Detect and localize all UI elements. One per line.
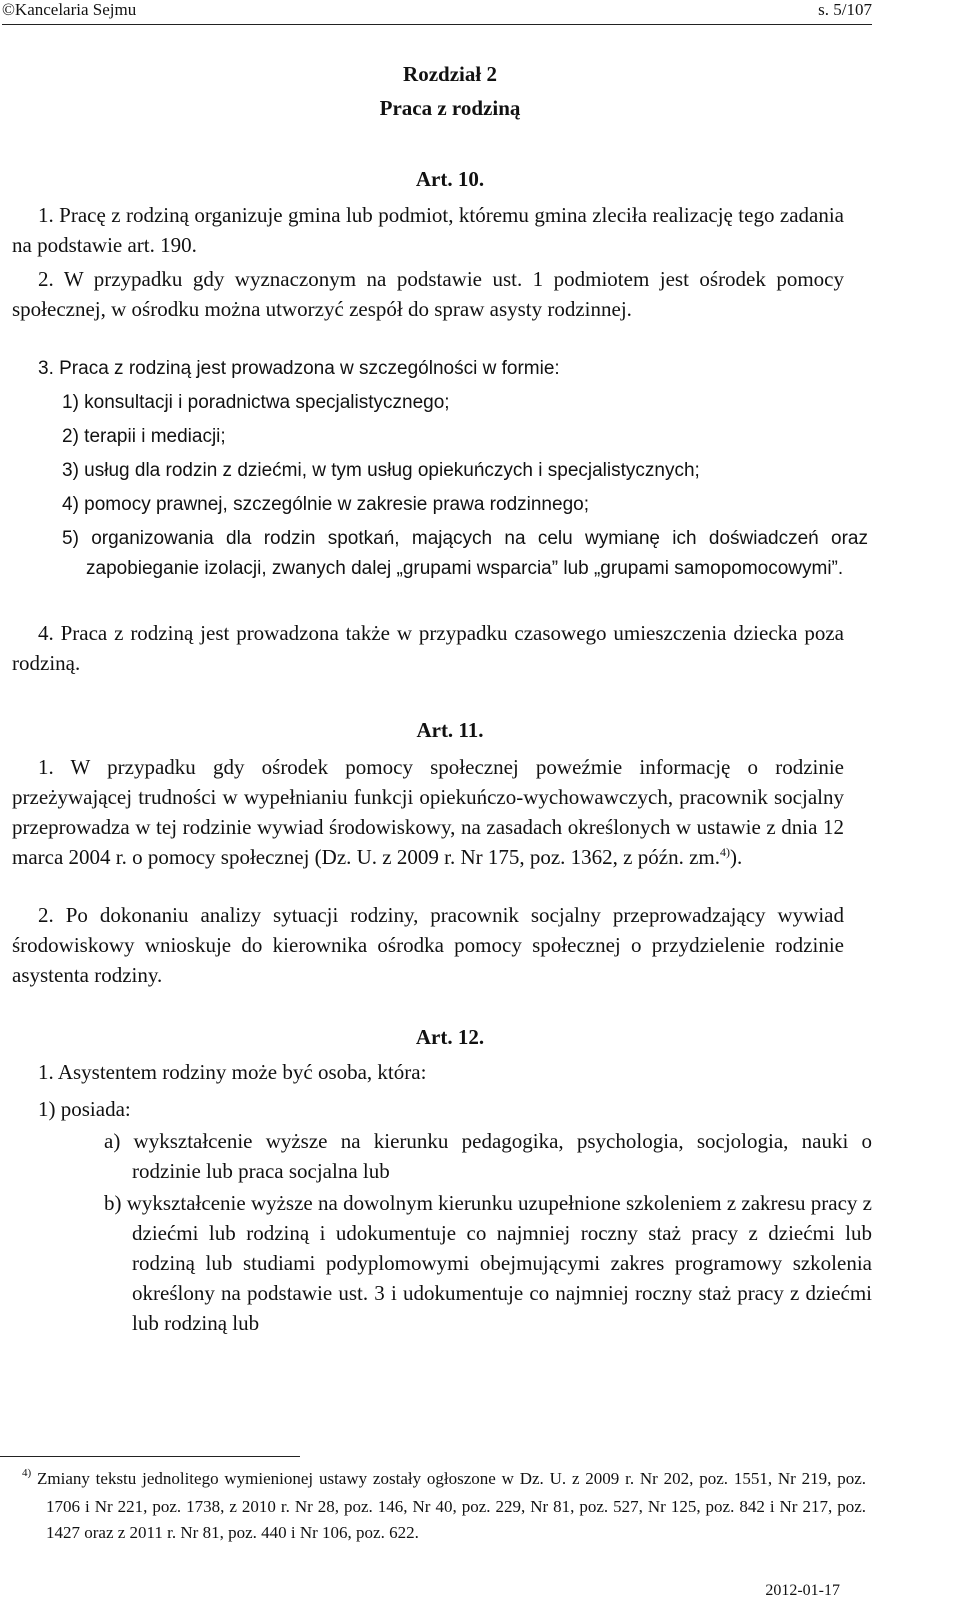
header-source: ©Kancelaria Sejmu (2, 0, 137, 19)
header-page-number: s. 5/107 (818, 0, 872, 19)
art10-item-5: 5) organizowania dla rodzin spotkań, mających na celu wymianę ich doświadczeń oraz zapobieganie izolacji, zwanych dalej „grupami wsparcia” lub „grupami samopomocowymi”. (62, 528, 868, 579)
art11-para-1-end: ). (729, 845, 743, 869)
art10-item-1: 1) konsultacji i poradnictwa specjalistycznego; (62, 392, 450, 413)
art12-heading: Art. 12. (415, 1025, 485, 1049)
art12-item-b: b) wykształcenie wyższe na dowolnym kierunku uzupełnione szkoleniem z zakresu pracy z dziećmi lub rodziną i udokumentuje co najmniej roczny staż pracy z dziećmi lub rodziną lub studiami podyplomowymi obejmującymi zakres programowy szkolenia określony na podstawie ust. 3 i udokumentuje co najmniej roczny staż pracy z dziećmi lub rodziną lub (104, 1191, 872, 1335)
art12-para-1: 1. Asystentem rodziny może być osoba, która: (38, 1060, 427, 1084)
art11-heading: Art. 11. (416, 718, 484, 742)
footnote-divider (0, 1456, 300, 1457)
art10-item-2: 2) terapii i mediacji; (62, 426, 226, 447)
chapter-number: Rozdział 2 (403, 62, 497, 86)
footnote-ref-4: 4) (719, 845, 730, 859)
page-header (2, 0, 872, 24)
art11-para-2: 2. Po dokonaniu analizy sytuacji rodziny, pracownik socjalny przeprowadzający wywiad środowiskowy wnioskuje do kierownika ośrodka pomocy społecznej o przydzielenie rodzinie asystenta rodziny. (12, 903, 844, 987)
art10-para-2: 2. W przypadku gdy wyznaczonym na podstawie ust. 1 podmiotem jest ośrodek pomocy społecznej, w ośrodku można utworzyć zespół do spraw asysty rodzinnej. (12, 267, 844, 321)
art11-para-1 (12, 752, 844, 875)
art10-item-4: 4) pomocy prawnej, szczególnie w zakresie prawa rodzinnego; (62, 494, 589, 515)
header-divider (2, 24, 872, 25)
footnote-marker: 4) (22, 1467, 32, 1479)
art12-item-1: 1) posiada: (38, 1097, 131, 1121)
art10-para-1: 1. Pracę z rodziną organizuje gmina lub podmiot, któremu gmina zleciła realizację tego zadania na podstawie art. 190. (12, 203, 844, 257)
footnote-text: Zmiany tekstu jednolitego wymienionej ustawy zostały ogłoszone w Dz. U. z 2009 r. Nr 202, poz. 1551, Nr 219, poz. 1706 i Nr 221, poz. 1738, z 2010 r. Nr 28, poz. 146, Nr 40, poz. 229, Nr 81, poz. 527, Nr 125, poz. 842 i Nr 217, poz. 1427 oraz z 2011 r. Nr 81, poz. 440 i Nr 106, poz. 622. (36, 1469, 866, 1542)
art11-para-1-text: 1. W przypadku gdy ośrodek pomocy społecznej poweźmie informację o rodzinie przeżywającej trudności w wypełnianiu funkcji opiekuńczo-wychowawczych, pracownik socjalny przeprowadza w tej rodzinie wywiad środowiskowy, na zasadach określonych w ustawie z dnia 12 marca 2004 r. o pomocy społecznej (Dz. U. z 2009 r. Nr 175, poz. 1362, z późn. zm. (12, 755, 844, 869)
art10-para-3: 3. Praca z rodziną jest prowadzona w szczególności w formie: (38, 358, 560, 379)
art10-item-3: 3) usług dla rodzin z dziećmi, w tym usług opiekuńczych i specjalistycznych; (62, 460, 700, 481)
art10-para-4: 4. Praca z rodziną jest prowadzona także w przypadku czasowego umieszczenia dziecka poza rodziną. (12, 621, 844, 675)
footnote-4 (22, 1466, 866, 1546)
chapter-title: Praca z rodziną (379, 96, 521, 120)
art12-item-a: a) wykształcenie wyższe na kierunku pedagogika, psychologia, socjologia, nauki o rodzinie lub praca socjalna lub (104, 1129, 872, 1183)
art10-heading: Art. 10. (415, 167, 485, 191)
document-date: 2012-01-17 (765, 1582, 840, 1599)
